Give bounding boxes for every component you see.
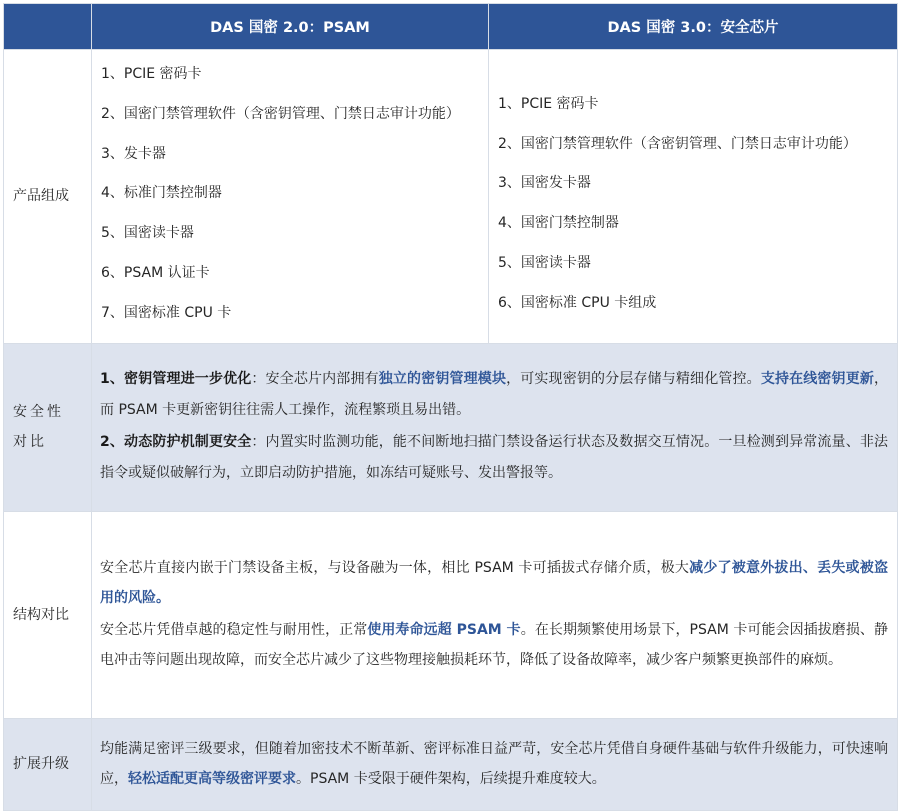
security-paragraph-2: 2、动态防护机制更安全：内置实时监测功能，能不间断地扫描门禁设备运行状态及数据交互情况。一旦检测到异常流量、非法指令或疑似破解行为，立即启动防护措施，如冻结可疑账号、发出警报等。 bbox=[100, 433, 888, 482]
composition-psam-cell bbox=[92, 50, 489, 344]
list-item: 1、PCIE 密码卡 bbox=[498, 95, 599, 112]
structure-paragraph-1: 安全芯片直接内嵌于门禁设备主板，与设备融为一体，相比 PSAM 卡可插拔式存储介质，极大减少了被意外拔出、丢失或被盗用的风险。 bbox=[100, 560, 888, 607]
header-col-chip: DAS 国密 3.0：安全芯片 bbox=[489, 4, 898, 50]
highlight-lifespan: 使用寿命远超 PSAM 卡 bbox=[367, 622, 521, 639]
security-paragraph-1: 1、密钥管理进一步优化：安全芯片内部拥有独立的密钥管理模块，可实现密钥的分层存储与精细化管控。支持在线密钥更新，而 PSAM 卡更新密钥往往需人工操作，流程繁琐且易出错。 bbox=[100, 370, 889, 419]
composition-chip-list bbox=[498, 94, 897, 333]
highlight-reduced-risk: 减少了被意外拔出、丢失或被盗用的风险。 bbox=[100, 560, 888, 607]
row-structure bbox=[4, 511, 898, 718]
upgrade-cell bbox=[92, 718, 898, 810]
list-item: 7、国密标准 CPU 卡 bbox=[101, 304, 232, 321]
security-cell bbox=[92, 343, 898, 511]
row-label-composition: 产品组成 bbox=[4, 50, 92, 344]
highlight-key-module: 独立的密钥管理模块 bbox=[378, 370, 507, 387]
highlight-online-update: 支持在线密钥更新 bbox=[760, 370, 875, 387]
list-item: 5、国密读卡器 bbox=[498, 255, 591, 272]
highlight-higher-level: 轻松适配更高等级密评要求 bbox=[128, 770, 296, 787]
security-lead-1: 1、密钥管理进一步优化 bbox=[100, 370, 252, 387]
upgrade-paragraph: 均能满足密评三级要求，但随着加密技术不断革新、密评标准日益严苛，安全芯片凭借自身硬件基础与软件升级能力，可快速响应，轻松适配更高等级密评要求。PSAM 卡受限于硬件架构，后续提升难度较大。 bbox=[100, 740, 888, 787]
list-item: 1、PCIE 密码卡 bbox=[101, 66, 202, 82]
row-label-upgrade: 扩展升级 bbox=[4, 718, 92, 810]
structure-paragraph-2: 安全芯片凭借卓越的稳定性与耐用性，正常使用寿命远超 PSAM 卡。在长期频繁使用场景下，PSAM 卡可能会因插拔磨损、静电冲击等问题出现故障，而安全芯片减少了这些物理接触损耗环节，降低了设备故障率，减少客户频繁更换部件的麻烦。 bbox=[100, 622, 888, 669]
security-lead-2: 2、动态防护机制更安全 bbox=[100, 433, 252, 450]
row-label-security: 安全性对比 bbox=[4, 343, 92, 511]
structure-cell bbox=[92, 511, 898, 718]
row-label-structure: 结构对比 bbox=[4, 511, 92, 718]
list-item: 6、PSAM 认证卡 bbox=[101, 264, 210, 281]
list-item: 2、国密门禁管理软件（含密钥管理、门禁日志审计功能） bbox=[498, 135, 857, 152]
list-item: 3、发卡器 bbox=[101, 145, 166, 162]
list-item: 4、国密门禁控制器 bbox=[498, 215, 619, 232]
composition-psam-list bbox=[101, 64, 488, 343]
list-item: 2、国密门禁管理软件（含密钥管理、门禁日志审计功能） bbox=[101, 105, 460, 122]
comparison-table bbox=[3, 3, 898, 811]
row-upgrade bbox=[4, 718, 898, 810]
header-corner bbox=[4, 4, 92, 50]
list-item: 5、国密读卡器 bbox=[101, 225, 194, 242]
row-composition bbox=[4, 50, 898, 344]
header-col-psam: DAS 国密 2.0：PSAM bbox=[92, 4, 489, 50]
composition-chip-cell bbox=[489, 50, 898, 344]
header-row bbox=[4, 4, 898, 50]
list-item: 3、国密发卡器 bbox=[498, 175, 591, 192]
row-security bbox=[4, 343, 898, 511]
list-item: 4、标准门禁控制器 bbox=[101, 185, 222, 202]
list-item: 6、国密标准 CPU 卡组成 bbox=[498, 294, 657, 311]
